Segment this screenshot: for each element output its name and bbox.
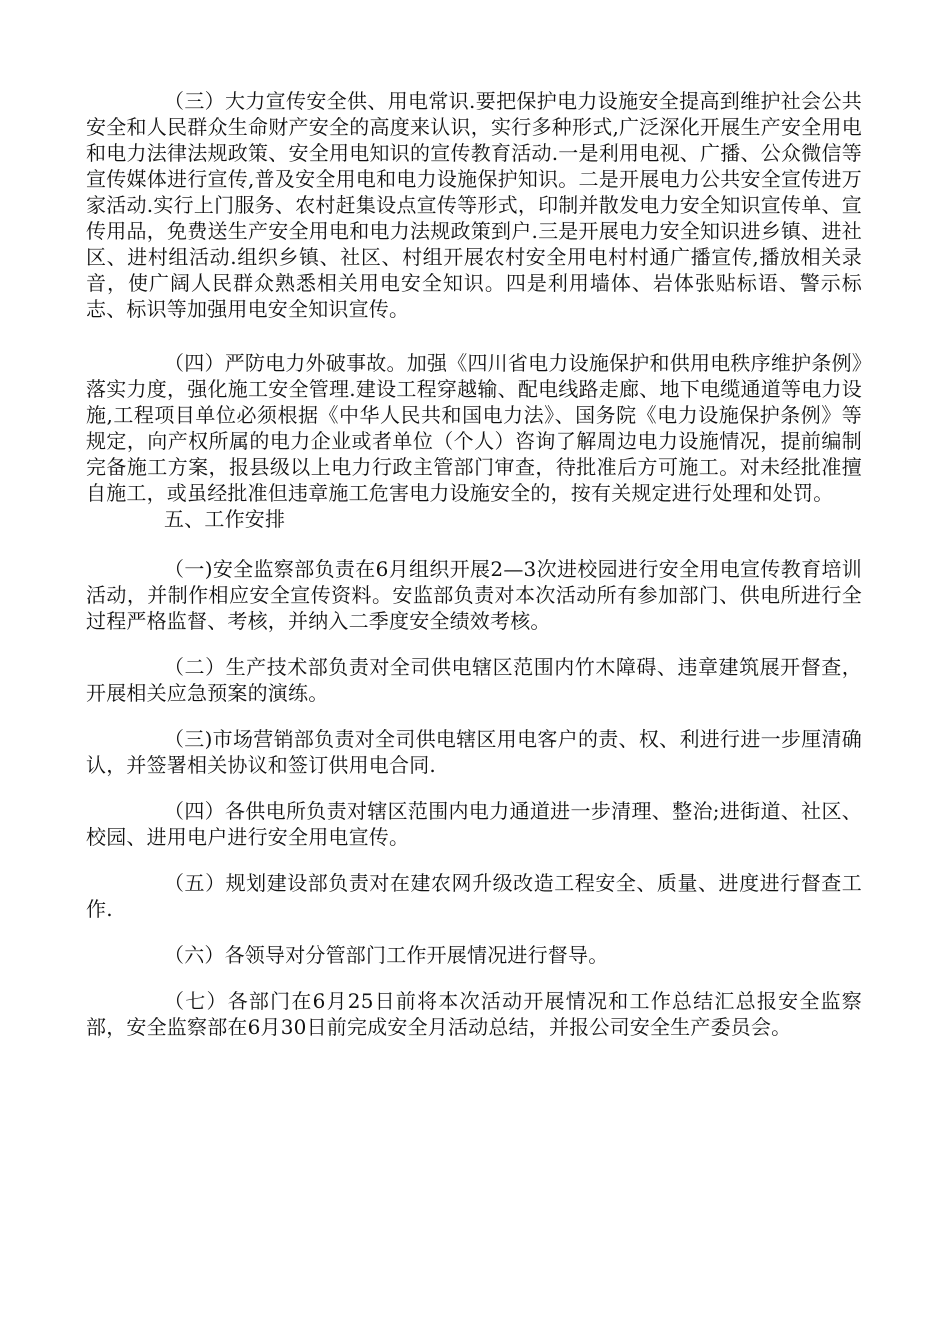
arrangement-item-5: （五）规划建设部负责对在建农网升级改造工程安全、质量、进度进行督查工作. <box>86 871 862 921</box>
arrangement-item-4: （四）各供电所负责对辖区范围内电力通道进一步清理、整治;进街道、社区、校园、进用电户进行安全用电宣传。 <box>86 799 862 849</box>
paragraph-propaganda: （三）大力宣传安全供、用电常识.要把保护电力设施安全提高到维护社会公共安全和人民群众生命财产安全的高度来认识，实行多种形式,广泛深化开展生产安全用电和电力法律法规政策、安全用电知识的宣传教育活动.一是利用电视、广播、公众微信等宣传媒体进行宣传,普及安全用电和电力设施保护知识。二是开展电力公共安全宣传进万家活动.实行上门服务、农村赶集设点宣传等形式，印制并散发电力安全知识宣传单、宣传用品，免费送生产安全用电和电力法规政策到户.三是开展电力安全知识进乡镇、进社区、进村组活动.组织乡镇、社区、村组开展农村安全用电村村通广播宣传,播放相关录音，使广阔人民群众熟悉相关用电安全知识。四是利用墙体、岩体张贴标语、警示标志、标识等加强用电安全知识宣传。 <box>86 89 862 321</box>
section-heading-work-arrangement: 五、工作安排 <box>164 507 286 531</box>
paragraph-prevent-damage: （四）严防电力外破事故。加强《四川省电力设施保护和供用电秩序维护条例》落实力度，强化施工安全管理.建设工程穿越输、配电线路走廊、地下电缆通道等电力设施,工程项目单位必须根据《中华人民共和国电力法》、国务院《电力设施保护条例》等规定，向产权所属的电力企业或者单位（个人）咨询了解周边电力设施情况，提前编制完备施工方案，报县级以上电力行政主管部门审查，待批准后方可施工。对未经批准擅自施工，或虽经批准但违章施工危害电力设施安全的，按有关规定进行处理和处罚。 <box>86 351 862 505</box>
arrangement-item-6: （六）各领导对分管部门工作开展情况进行督导。 <box>164 943 609 967</box>
arrangement-item-2: （二）生产技术部负责对全司供电辖区范围内竹木障碍、违章建筑展开督查，开展相关应急预案的演练。 <box>86 655 862 705</box>
arrangement-item-1: （一)安全监察部负责在6月组织开展2—3次进校园进行安全用电宣传教育培训活动，并制作相应安全宣传资料。安监部负责对本次活动所有参加部门、供电所进行全过程严格监督、考核，并纳入二季度安全绩效考核。 <box>86 557 862 633</box>
arrangement-item-7: （七）各部门在6月25日前将本次活动开展情况和工作总结汇总报安全监察部，安全监察部在6月30日前完成安全月活动总结，并报公司安全生产委员会。 <box>86 989 862 1039</box>
document-body <box>86 88 862 1040</box>
arrangement-item-3: （三)市场营销部负责对全司供电辖区用电客户的责、权、利进行进一步厘清确认，并签署相关协议和签订供用电合同. <box>86 727 862 777</box>
